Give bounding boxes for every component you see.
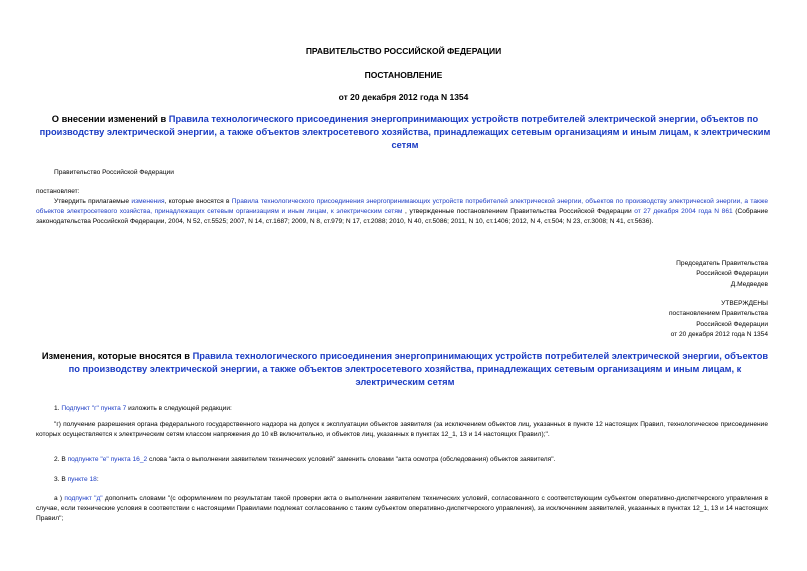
changes-title-rules-link[interactable]: Правила технологического присоединения энергопринимающих устройств потребителей электрической энергии, объектов по производству электрической энергии, а также объектов электросетевого хозяйства, принадлежащих сетевым организациям и иным лицам, к электрическим сетям: [68, 351, 769, 387]
item-3: 3. В пункте 18:: [54, 476, 99, 483]
item-1-link[interactable]: Подпункт "г" пункта 7: [61, 405, 127, 412]
item-3a: а ) подпункт "д" дополнить словами "(с оформлением по результатам такой проверки акта о выполнении заявителем технических условий, согласованного с соответствующим субъектом оперативно-диспетчерского управления в случае, если технические условия в соответствии с настоящими Правилами подлежат согласованию с таким субъектом оперативно-диспетчерского управления), за исключением заявителей, указанных в пунктах 12_1, 13 и 14 настоящих Правил";: [36, 495, 769, 522]
approve-paragraph: Утвердить прилагаемые изменения, которые вносятся в Правила технологического присоединения энергопринимающих устройств потребителей электрической энергии, объектов по производству электрической энергии, а также объектов электросетевого хозяйства, принадлежащих сетевым организациям и иным лицам, к электрическим сетям , утвержденные постановлением Правительства Российской Федерации от 27 декабря 2004 года N 861 (Собрание законодательства Российской Федерации, 2004, N 52, ст.5525; 2007, N 14, ст.1687; 2009, N 8, ст.979; N 17, ст.2088; 2010, N 40, ст.5086; 2011, N 10, ст.1406; 2012, N 4, ст.504; N 23, ст.3008; N 41, ст.5636).: [36, 198, 769, 225]
approved-block: УТВЕРЖДЕНЫ постановлением Правительства Российской Федерации от 20 декабря 2012 года N 1354: [668, 300, 768, 339]
document-title: [36, 113, 774, 152]
rules-link[interactable]: Правила технологического присоединения энергопринимающих устройств потребителей электрической энергии, объектов по производству электрической энергии, а также объектов электросетевого хозяйства, принадлежащих сетевым организациям и иным лицам, к электрическим сетям: [36, 198, 768, 215]
resolution-861-link[interactable]: от 27 декабря 2004 года N 861: [634, 207, 733, 215]
issuer: Правительство Российской Федерации: [54, 169, 174, 176]
title-prefix: О внесении изменений в: [51, 114, 169, 124]
item-1-quote: "г) получение разрешения органа федерального государственного надзора на допуск к эксплуатации объектов заявителя (за исключением объектов лиц, указанных в пункте 12 настоящих Правил, технологическое присоединение которых осуществляется к электрическим сетям классом напряжения до 10 кВ включительно, и объектов лиц, указанных в пунктах 12_1, 13 и 14 настоящих Правил);".: [36, 421, 768, 438]
item-1: 1. Подпункт "г" пункта 7 изложить в следующей редакции:: [54, 405, 232, 412]
title-rules-link[interactable]: Правила технологического присоединения энергопринимающих устройств потребителей электрической энергии, объектов по производству электрической энергии, а также объектов электросетевого хозяйства, принадлежащих сетевым организациям и иным лицам, к электрическим сетям: [39, 114, 771, 150]
item-2: 2. В подпункте "е" пункта 16_2 слова "акта о выполнении заявителем технических условий" заменить словами "акта осмотра (обследования) объектов заявителя".: [54, 456, 556, 463]
item-3-link[interactable]: пункте 18: [67, 476, 97, 483]
signature-block: Председатель Правительства Российской Федерации Д.Медведев: [676, 260, 768, 288]
item-2-link[interactable]: подпункте "е" пункта 16_2: [67, 456, 148, 463]
document-date: от 20 декабря 2012 года N 1354: [338, 92, 469, 102]
changes-title: Изменения, которые вносятся в Правила технологического присоединения энергопринимающих устройств потребителей электрической энергии, объектов по производству электрической энергии, а также объектов электросетевого хозяйства, принадлежащих сетевым организациям и иным лицам, к электрическим сетям: [41, 351, 769, 387]
changes-link[interactable]: изменения: [131, 198, 165, 205]
item-3a-link[interactable]: подпункт "д": [64, 495, 103, 502]
government-heading: ПРАВИТЕЛЬСТВО РОССИЙСКОЙ ФЕДЕРАЦИИ: [305, 46, 502, 56]
document-type: ПОСТАНОВЛЕНИЕ: [364, 70, 443, 80]
decides-label: постановляет:: [36, 188, 80, 195]
